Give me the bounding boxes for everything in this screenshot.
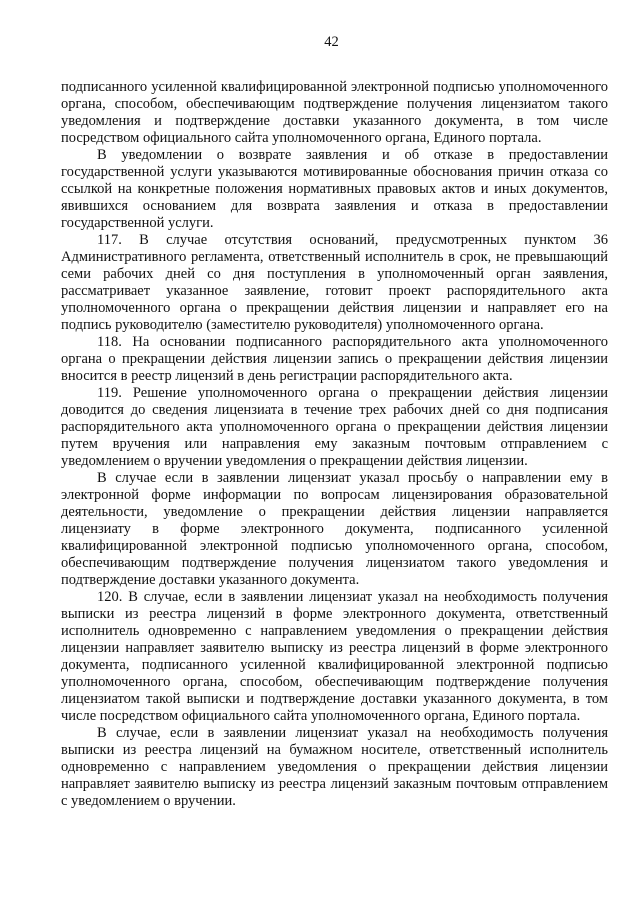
paragraph: 119. Решение уполномоченного органа о прекращении действия лицензии доводится до сведения лицензиата в течение трех рабочих дней со дня подписания распорядительного акта уполномоченного органа о прекращении действия лицензии путем вручения или направления ему заказным почтовым отправлением с уведомлением о вручении уведомления о прекращении действия лицензии.: [61, 385, 608, 469]
document-body: [61, 79, 608, 810]
paragraph: 120. В случае, если в заявлении лицензиат указал на необходимость получения выписки из реестра лицензий в форме электронного документа, ответственный исполнитель одновременно с направлением уведомления о прекращении действия лицензии направляет заявителю выписку из реестра лицензий в форме электронного документа, подписанного усиленной квалифицированной электронной подписью уполномоченного органа, способом, обеспечивающим подтверждение получения лицензиатом такой выписки и подтверждение доставки указанного документа, в том числе посредством официального сайта уполномоченного органа, Единого портала.: [61, 589, 608, 724]
paragraph: подписанного усиленной квалифицированной электронной подписью уполномоченного органа, способом, обеспечивающим подтверждение получения лицензиатом такого уведомления и подтверждение доставки указанного документа, в том числе посредством официального сайта уполномоченного органа, Единого портала.: [61, 79, 608, 146]
paragraph: В случае, если в заявлении лицензиат указал на необходимость получения выписки из реестра лицензий на бумажном носителе, ответственный исполнитель одновременно с направлением уведомления о прекращении действия лицензии направляет заявителю выписку из реестра лицензий заказным почтовым отправлением с уведомлением о вручении.: [61, 725, 608, 809]
paragraph: 118. На основании подписанного распорядительного акта уполномоченного органа о прекращении действия лицензии запись о прекращении действия лицензии вносится в реестр лицензий в день регистрации распорядительного акта.: [61, 334, 608, 384]
paragraph: 117. В случае отсутствия оснований, предусмотренных пунктом 36 Административного регламента, ответственный исполнитель в срок, не превышающий семи рабочих дней со дня поступления в уполномоченный орган заявления, рассматривает указанное заявление, готовит проект распорядительного акта уполномоченного органа о прекращении действия лицензии и направляет его на подпись руководителю (заместителю руководителя) уполномоченного органа.: [61, 232, 608, 333]
paragraph: В уведомлении о возврате заявления и об отказе в предоставлении государственной услуги указываются мотивированные обоснования причин отказа со ссылкой на конкретные положения нормативных правовых актов и иных документов, явившихся основанием для возврата заявления и отказа в предоставлении государственной услуги.: [61, 147, 608, 231]
page-number: 42: [324, 34, 339, 50]
paragraph: В случае если в заявлении лицензиат указал просьбу о направлении ему в электронной форме информации по вопросам лицензирования образовательной деятельности, уведомление о прекращении действия лицензии направляется лицензиату в форме электронного документа, подписанного усиленной квалифицированной электронной подписью уполномоченного органа, способом, обеспечивающим подтверждение получения лицензиатом такого уведомления и подтверждение доставки указанного документа.: [61, 470, 608, 588]
